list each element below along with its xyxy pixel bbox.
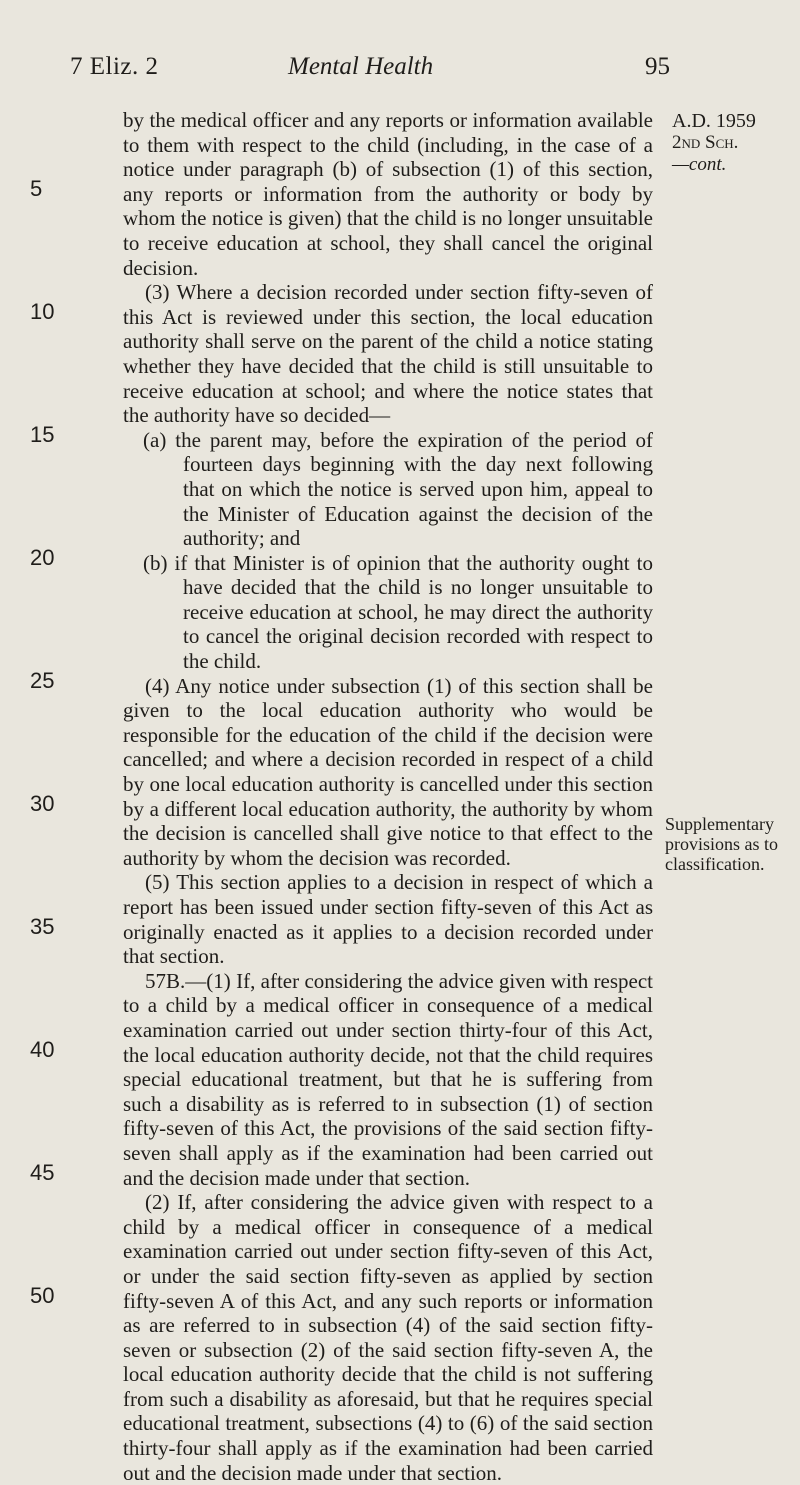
line-number: 25 — [30, 668, 55, 693]
line-number: 15 — [30, 422, 55, 447]
clause-b: (b) if that Minister is of opinion that the authority ought to have decided that the child is no longer unsuitable to receive education at school, he may direct the authority to cancel the original decision recorded with respect to the child. — [143, 550, 653, 674]
act-title-header: Mental Health — [288, 53, 434, 80]
subsection-5: (5) This section applies to a decision in respect of which a report has been issued under section fifty-seven of this Act as originally enacted as it applies to a decision recorded under that section. — [123, 870, 653, 969]
line-number: 40 — [30, 1037, 55, 1062]
margin-note-cont: —cont. — [672, 154, 727, 175]
line-number: 20 — [30, 545, 55, 570]
margin-note-supplementary: Supplementary provisions as to classification. — [665, 814, 779, 874]
line-number: 5 — [30, 176, 43, 201]
section-57b-subsection-1: 57B.—(1) If, after considering the advice given with respect to a child by a medical officer in consequence of a medical examination carried out under section thirty-four of this Act, the local education authority decide, not that the child requires special educational treatment, but that he is suffering from such a disability as is referred to in subsection (1) of section fifty-seven of this Act, the provisions of the said section fifty-seven shall apply as if the examination had been carried out and the decision made under that section. — [123, 968, 653, 1190]
subsection-4: (4) Any notice under subsection (1) of this section shall be given to the local education authority who would be responsible for the education of the child if the decision were cancelled; and where a decision recorded in respect of a child by one local education authority is cancelled under this section by a different local education authority, the authority by whom the decision is cancelled shall give notice to that effect to the authority by whom the decision was recorded. — [123, 673, 653, 870]
section-57b-subsection-2: (2) If, after considering the advice given with respect to a child by a medical officer in consequence of a medical examination carried out under section fifty-seven of this Act, or under the said section fifty-seven as applied by section fifty-seven A of this Act, and any such reports or information as are referred to in subsection (4) of the said section fifty-seven or subsection (2) of the said section fifty-seven A, the local education authority decide that the child is not suffering from such a disability as aforesaid, but that he requires special educational treatment, subsections (4) to (6) of the said section thirty-four shall apply as if the examination had been carried out and the decision made under that section. — [123, 1190, 653, 1485]
subsection-3: (3) Where a decision recorded under section fifty-seven of this Act is reviewed under this section, the local education authority shall serve on the parent of the child a notice stating whether they have decided that the child is still unsuitable to receive education at school; and where the notice states that the authority have so decided— — [123, 280, 653, 428]
paragraph-continuation: by the medical officer and any reports or information available to them with respect to the child (including, in the case of a notice under paragraph (b) of subsection (1) of this section, any reports or information from the authority or body by whom the notice is given) that the child is no longer unsuitable to receive education at school, they shall cancel the original decision. — [123, 108, 653, 280]
line-number: 35 — [30, 914, 55, 939]
margin-note-year: A.D. 1959 — [672, 110, 756, 132]
line-number: 30 — [30, 791, 55, 816]
page-number: 95 — [645, 53, 670, 80]
regnal-year-header: 7 Eliz. 2 — [70, 53, 159, 80]
body-text-column — [123, 108, 653, 1485]
margin-note-schedule — [672, 110, 796, 176]
line-number: 45 — [30, 1160, 55, 1185]
margin-note-schedule-ref: 2nd Sch. — [672, 132, 739, 153]
clause-a: (a) the parent may, before the expiration of the period of fourteen days beginning with the day next following that on which the notice is served upon him, appeal to the Minister of Education against the decision of the authority; and — [143, 427, 653, 551]
line-number: 10 — [30, 299, 55, 324]
line-number: 50 — [30, 1283, 55, 1308]
